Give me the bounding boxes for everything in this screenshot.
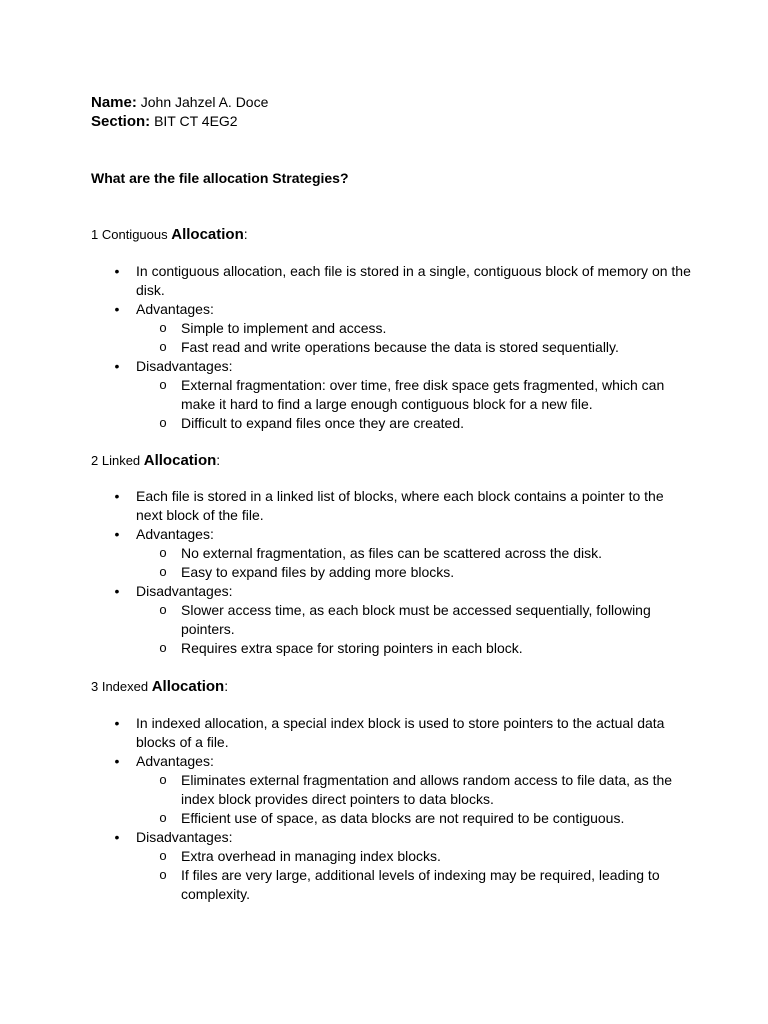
disadvantages-label: Disadvantages:: [136, 358, 233, 374]
advantages-label: Advantages:: [136, 753, 214, 769]
sub-list-item: [91, 601, 691, 639]
sub-list-item: [91, 414, 691, 433]
section-number: 3 Indexed: [91, 679, 152, 694]
disadvantages-label: Disadvantages:: [136, 829, 233, 845]
list-item: [91, 487, 691, 525]
advantages-label: Advantages:: [136, 301, 214, 317]
section-allocation-word: Allocation: [143, 452, 217, 469]
item-text: Difficult to expand files once they are created.: [181, 415, 465, 431]
section-list-linked: [91, 487, 691, 658]
item-text: Efficient use of space, as data blocks are not required to be contiguous.: [181, 810, 625, 826]
section-allocation-word: Allocation: [171, 226, 244, 243]
circle-bullet-icon: o: [159, 377, 167, 392]
list-item: [91, 525, 691, 544]
sub-list-item: [91, 376, 691, 414]
item-text: In indexed allocation, a special index block is used to store pointers to the actual data blocks of a file.: [136, 715, 665, 750]
circle-bullet-icon: o: [159, 867, 167, 882]
list-item: [91, 300, 691, 319]
circle-bullet-icon: o: [159, 810, 167, 825]
disadvantages-label: Disadvantages:: [136, 583, 233, 599]
list-item: [91, 828, 691, 847]
section-list-indexed: [91, 714, 691, 904]
section-number: 2 Linked: [91, 453, 144, 468]
section-label: Section:: [91, 113, 151, 130]
sub-list-item: [91, 563, 691, 582]
bullet-icon: •: [114, 753, 120, 769]
advantages-label: Advantages:: [136, 526, 214, 542]
section-colon: :: [224, 678, 229, 694]
bullet-icon: •: [114, 715, 120, 731]
section-colon: :: [243, 226, 248, 242]
item-text: Requires extra space for storing pointers in each block.: [181, 640, 523, 656]
name-value: John Jahzel A. Doce: [136, 94, 269, 110]
question-heading: What are the file allocation Strategies?: [91, 170, 349, 186]
name-line: [91, 93, 268, 112]
sub-list-item: [91, 771, 691, 809]
list-item: [91, 357, 691, 376]
bullet-icon: •: [114, 583, 120, 599]
item-text: Each file is stored in a linked list of blocks, where each block contains a pointer to the next block of the file.: [136, 488, 664, 523]
circle-bullet-icon: o: [159, 545, 167, 560]
item-text: Extra overhead in managing index blocks.: [181, 848, 441, 864]
section-colon: :: [216, 452, 221, 468]
circle-bullet-icon: o: [159, 602, 167, 617]
list-item: [91, 582, 691, 601]
student-header: [91, 93, 268, 131]
circle-bullet-icon: o: [159, 772, 167, 787]
bullet-icon: •: [114, 301, 120, 317]
item-text: Slower access time, as each block must be accessed sequentially, following pointers.: [181, 602, 651, 637]
circle-bullet-icon: o: [159, 339, 167, 354]
circle-bullet-icon: o: [159, 848, 167, 863]
sub-list-item: [91, 809, 691, 828]
section-allocation-word: Allocation: [151, 678, 225, 695]
list-item: [91, 262, 691, 300]
sub-list-item: [91, 544, 691, 563]
list-item: [91, 752, 691, 771]
section-title-linked: [91, 451, 220, 470]
circle-bullet-icon: o: [159, 640, 167, 655]
circle-bullet-icon: o: [159, 564, 167, 579]
item-text: Simple to implement and access.: [181, 320, 387, 336]
sub-list-item: [91, 847, 691, 866]
item-text: In contiguous allocation, each file is stored in a single, contiguous block of memory on the disk.: [136, 263, 691, 298]
section-line: [91, 112, 268, 131]
section-title-indexed: [91, 677, 228, 696]
item-text: If files are very large, additional levels of indexing may be required, leading to complexity.: [181, 867, 660, 902]
bullet-icon: •: [114, 829, 120, 845]
item-text: No external fragmentation, as files can be scattered across the disk.: [181, 545, 602, 561]
circle-bullet-icon: o: [159, 415, 167, 430]
section-value: BIT CT 4EG2: [150, 113, 238, 129]
item-text: Easy to expand files by adding more blocks.: [181, 564, 455, 580]
bullet-icon: •: [114, 263, 120, 279]
section-title-contiguous: [91, 225, 248, 244]
section-number: 1 Contiguous: [91, 227, 172, 242]
list-item: [91, 714, 691, 752]
bullet-icon: •: [114, 526, 120, 542]
circle-bullet-icon: o: [159, 320, 167, 335]
bullet-icon: •: [114, 488, 120, 504]
item-text: External fragmentation: over time, free disk space gets fragmented, which can make it hard to find a large enough contiguous block for a new file.: [181, 377, 665, 412]
sub-list-item: [91, 866, 691, 904]
bullet-icon: •: [114, 358, 120, 374]
sub-list-item: [91, 338, 691, 357]
sub-list-item: [91, 319, 691, 338]
item-text: Eliminates external fragmentation and allows random access to file data, as the index block provides direct pointers to data blocks.: [181, 772, 673, 807]
section-list-contiguous: [91, 262, 691, 433]
item-text: Fast read and write operations because the data is stored sequentially.: [181, 339, 619, 355]
name-label: Name:: [91, 94, 137, 111]
sub-list-item: [91, 639, 691, 658]
